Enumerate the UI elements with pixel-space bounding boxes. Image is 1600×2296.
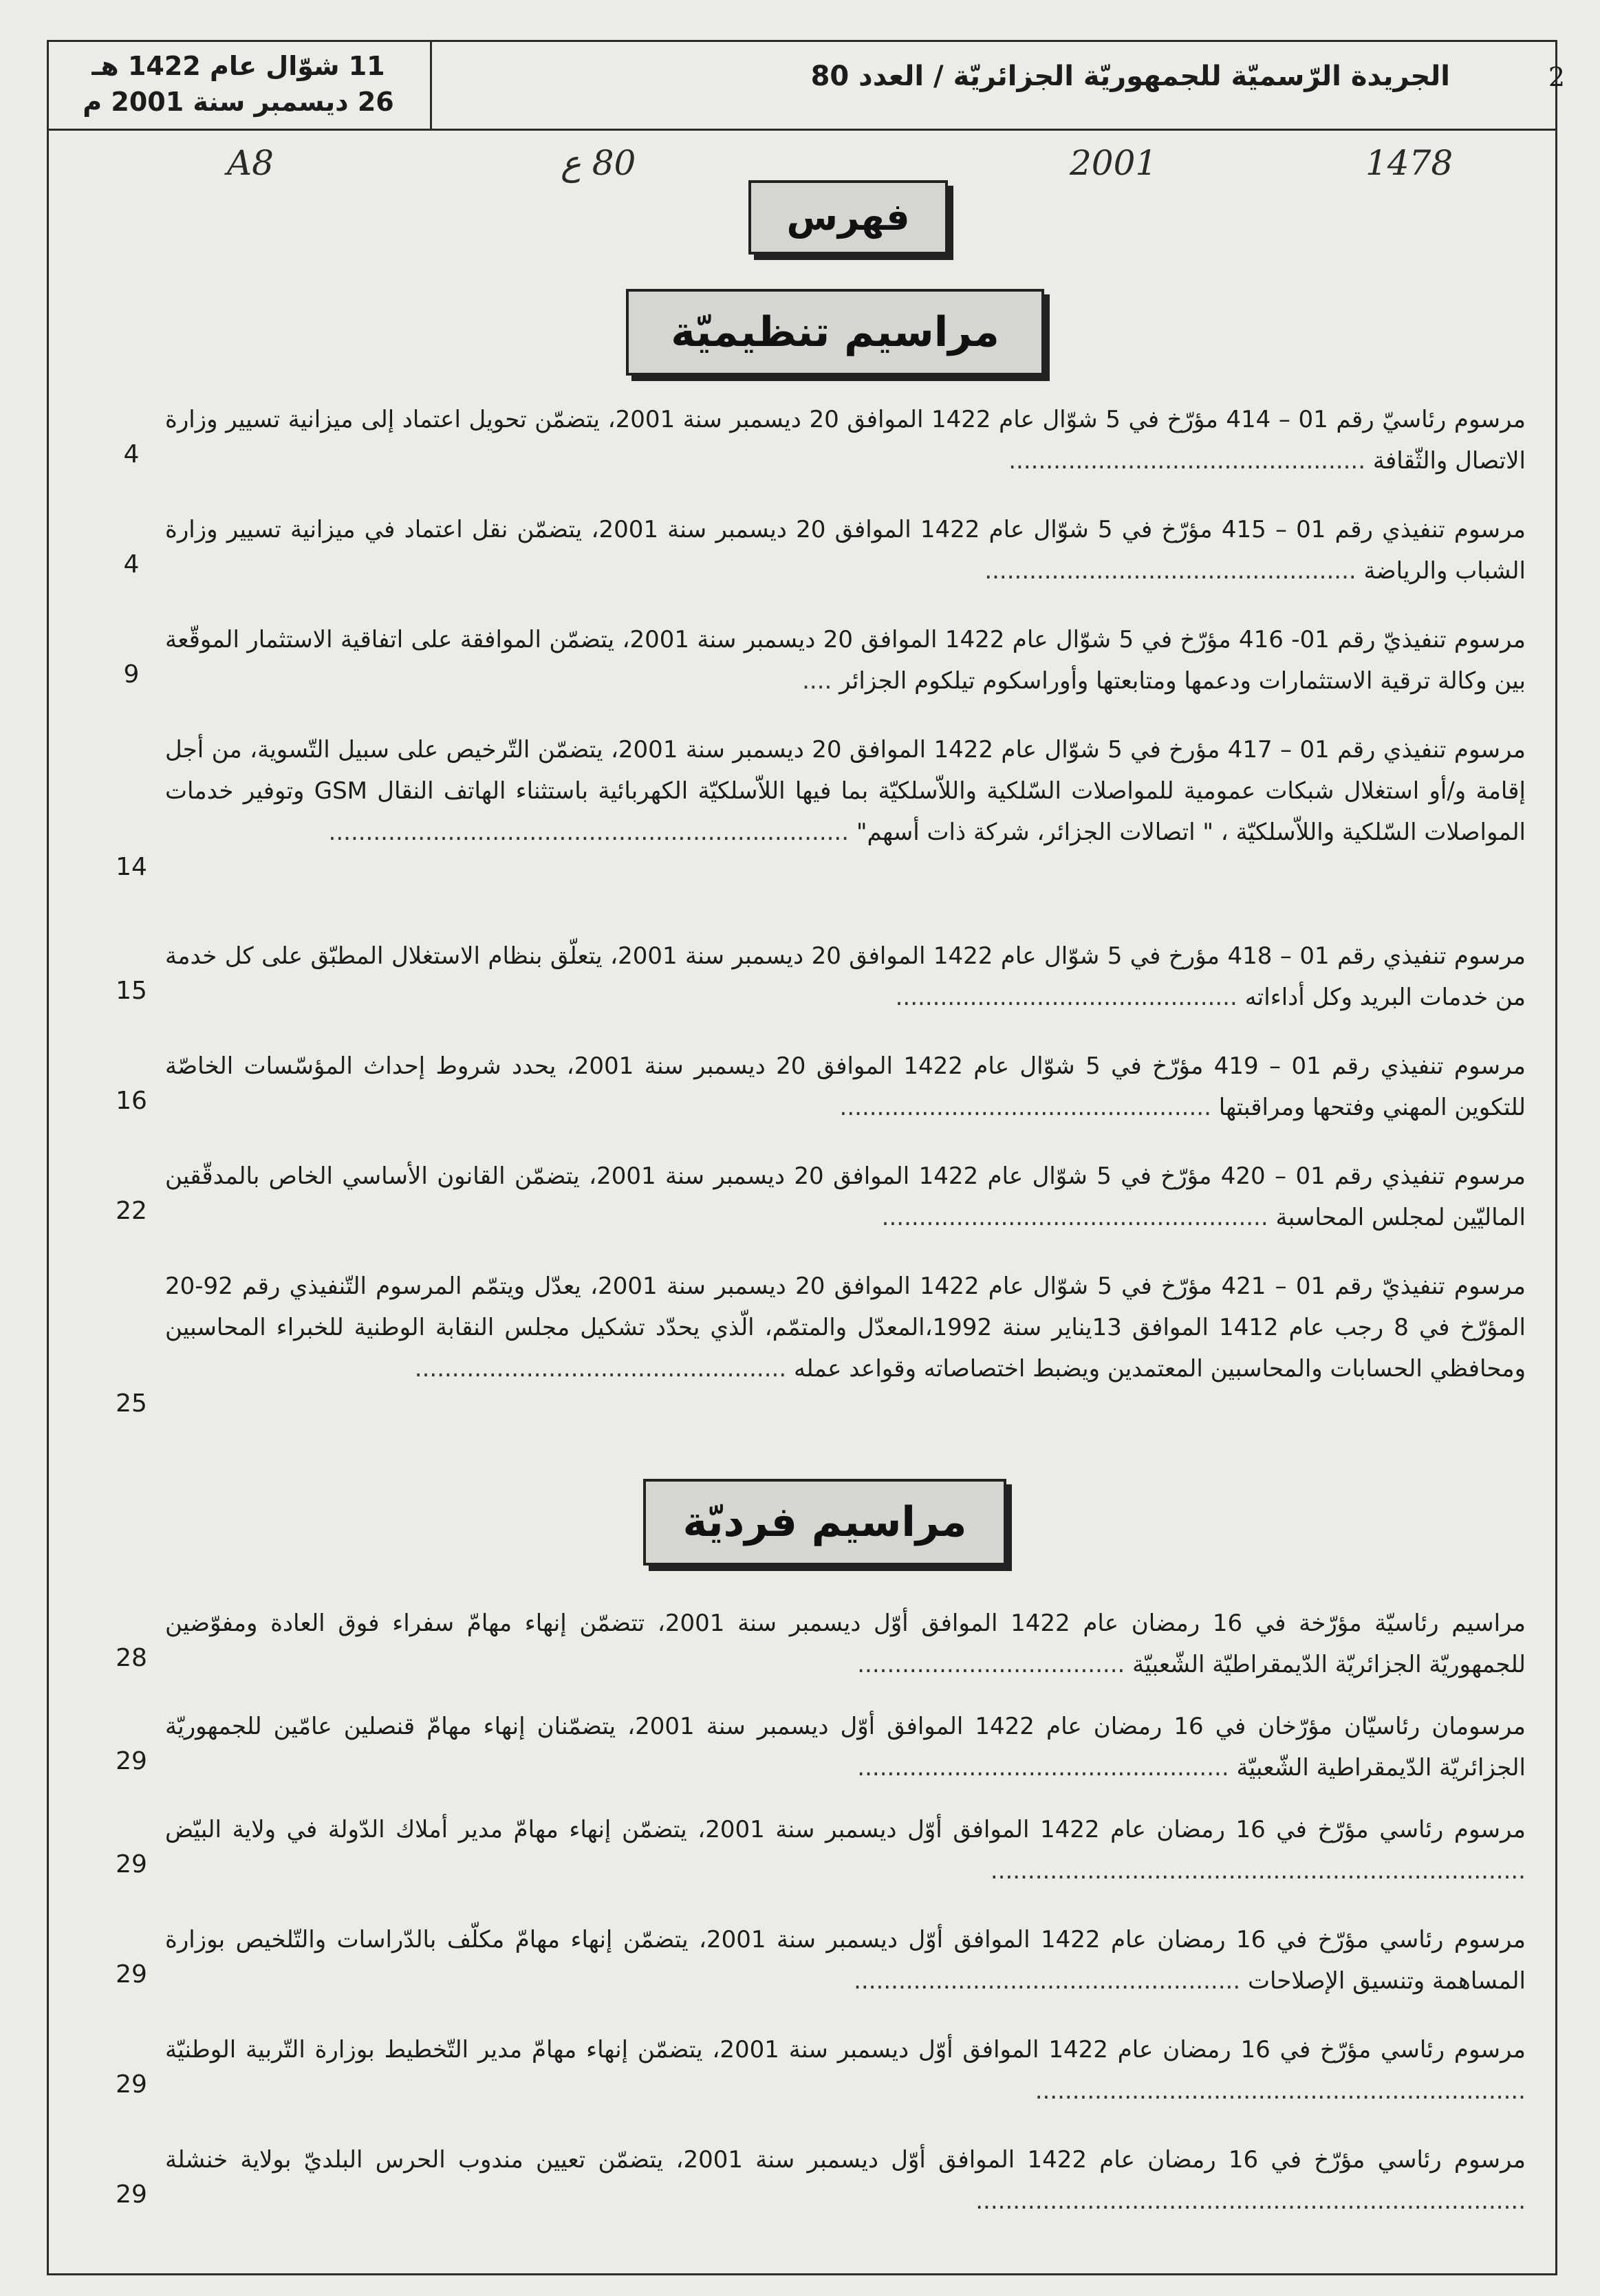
entry-text: مرسوم رئاسي مؤرّخ في 16 رمضان عام 1422 الموافق أوّل ديسمبر سنة 2001، يتضمّن تعيين مندوب الحرس البلديّ بولاية خنشلة	[165, 2146, 1526, 2174]
handwritten-mark: 80 ع	[561, 143, 636, 183]
entry-text: مرسوم رئاسي مؤرّخ في 16 رمضان عام 1422 الموافق أوّل ديسمبر سنة 2001، يتضمّن إنهاء مهامّ مكلّف بالدّراسات والتّلخيص بوزارة المساهمة وتنسيق الإصلاحات	[165, 1926, 1526, 1995]
entry-page-number: 22	[116, 1197, 147, 1225]
entry-text: مرسوم تنفيذي رقم 01 – 417 مؤرخ في 5 شوّال عام 1422 الموافق 20 ديسمبر سنة 2001، يتضمّن التّرخيص على سبيل التّسوية، من أجل إقامة و/أو استغلال شبكات عمومية للمواصلات السّلكية واللاّسلكيّة بما فيها اللاّسلكيّة الكهربائية باستثناء الهاتف النقال GSM وتوفير خدمات المواصلات السّلكية واللاّسلكيّة ، " اتصالات الجزائر، شركة ذات أسهم"	[165, 736, 1526, 846]
handwritten-mark: A8	[227, 143, 274, 183]
entry-page-number: 28	[116, 1644, 147, 1672]
entry-text: مرسوم تنفيذي رقم 01 – 420 مؤرّخ في 5 شوّال عام 1422 الموافق 20 ديسمبر سنة 2001، يتضمّن القانون الأساسي الخاص بالمدقّقين الماليّين لمجلس المحاسبة	[165, 1162, 1526, 1231]
date-gregorian: 26 ديسمبر سنة 2001 م	[83, 87, 394, 117]
entry-page-number: 29	[116, 2180, 147, 2209]
index-title: فهرس	[748, 180, 948, 254]
entry-text: مرسوم تنفيذي رقم 01 – 418 مؤرخ في 5 شوّال عام 1422 الموافق 20 ديسمبر سنة 2001، يتعلّق بنظام الاستغلال المطبّق على كل خدمة من خدمات البريد وكل أداءاته	[165, 942, 1526, 1011]
entry-page-number: 29	[116, 1747, 147, 1775]
date-hijri: 11 شوّال عام 1422 هـ	[91, 51, 385, 81]
entry-page-number: 25	[116, 1389, 147, 1418]
journal-title: الجريدة الرّسميّة للجمهوريّة الجزائريّة / العدد 80	[810, 61, 1450, 92]
entry-page-number: 29	[116, 2070, 147, 2099]
page-number: 2	[1548, 62, 1566, 92]
entry-text: مرسوم رئاسي مؤرّخ في 16 رمضان عام 1422 الموافق أوّل ديسمبر سنة 2001، يتضمّن إنهاء مهامّ مدير أملاك الدّولة في ولاية البيّض	[165, 1816, 1526, 1843]
entry-text: مرسوم رئاسيّ رقم 01 – 414 مؤرّخ في 5 شوّال عام 1422 الموافق 20 ديسمبر سنة 2001، يتضمّن تحويل اعتماد إلى ميزانية تسيير وزارة الاتصال والثّقافة	[165, 406, 1526, 475]
entry-page-number: 29	[116, 1850, 147, 1878]
entry-text: مرسوم تنفيذيّ رقم 01 – 421 مؤرّخ في 5 شوّال عام 1422 الموافق 20 ديسمبر سنة 2001، يعدّل ويتمّم المرسوم التّنفيذي رقم 92-20 المؤرّخ في 8 رجب عام 1412 الموافق 13يناير سنة 1992،المعدّل والمتمّم، الّذي يحدّد تشكيل مجلس النقابة الوطنية للخبراء المحاسبين ومحافظي الحسابات والمحاسبين المعتمدين ويضبط اختصاصاته وقواعد عمله	[165, 1272, 1526, 1383]
entry-page-number: 16	[116, 1087, 147, 1115]
entry-page-number: 4	[123, 440, 140, 468]
section-title-individual: مراسيم فرديّة	[643, 1479, 1006, 1566]
entry-page-number: 29	[116, 1960, 147, 1989]
handwritten-mark: 1478	[1365, 143, 1453, 183]
entry-text: مراسيم رئاسيّة مؤرّخة في 16 رمضان عام 1422 الموافق أوّل ديسمبر سنة 2001، تتضمّن إنهاء مهامّ سفراء فوق العادة ومفوّضين للجمهوريّة الجزائريّة الدّيمقراطيّة الشّعبيّة	[165, 1610, 1526, 1678]
individual-decrees-list: مراسيم رئاسيّة مؤرّخة في 16 رمضان عام 1422 الموافق أوّل ديسمبر سنة 2001، تتضمّن إنهاء مهامّ سفراء فوق العادة ومفوّضين للجمهوريّة الجزائريّة الدّيمقراطيّة الشّعبيّة .................................... 28 مرسومان رئاسيّان مؤرّخان في 16 رمضان عام 1422 الموافق أوّل ديسمبر سنة 2001، يتضمّنان إنهاء مهامّ قنصلين عامّين للجمهوريّة الجزائريّة الدّيمقراطية الشّعبيّة .................................................. 29 مرسوم رئاسي مؤرّخ في 16 رمضان عام 1422 الموافق أوّل ديسمبر سنة 2001، يتضمّن إنهاء مهامّ مدير أملاك الدّولة في ولاية البيّض ........................................................................ 29 مرسوم رئاسي مؤرّخ في 16 رمضان عام 1422 الموافق أوّل ديسمبر سنة 2001، يتضمّن إنهاء مهامّ مكلّف بالدّراسات والتّلخيص بوزارة المساهمة وتنسيق الإصلاحات .................................................... 29 مرسوم رئاسي مؤرّخ في 16 رمضان عام 1422 الموافق أوّل ديسمبر سنة 2001، يتضمّن إنهاء مهامّ مدير التّخطيط بوزارة التّربية الوطنيّة .................................................................. 29 مرسوم رئاسي مؤرّخ في 16 رمضان عام 1422 الموافق أوّل ديسمبر سنة 2001، يتضمّن تعيين مندوب الحرس البلديّ بولاية خنشلة .......................................................................... 29	[69, 1603, 1526, 2263]
regulatory-decrees-list: مرسوم رئاسيّ رقم 01 – 414 مؤرّخ في 5 شوّال عام 1422 الموافق 20 ديسمبر سنة 2001، يتضمّن تحويل اعتماد إلى ميزانية تسيير وزارة الاتصال والثّقافة ................................................ 4 مرسوم تنفيذي رقم 01 – 415 مؤرّخ في 5 شوّال عام 1422 الموافق 20 ديسمبر سنة 2001، يتضمّن نقل اعتماد في ميزانية تسيير وزارة الشباب والرياضة .................................................. 4 مرسوم تنفيذيّ رقم 01- 416 مؤرّخ في 5 شوّال عام 1422 الموافق 20 ديسمبر سنة 2001، يتضمّن الموافقة على اتفاقية الاستثمار الموقّعة بين وكالة ترقية الاستثمارات ودعمها ومتابعتها وأوراسكوم تيلكوم الجزائر .... 9 مرسوم تنفيذي رقم 01 – 417 مؤرخ في 5 شوّال عام 1422 الموافق 20 ديسمبر سنة 2001، يتضمّن التّرخيص على سبيل التّسوية، من أجل إقامة و/أو استغلال شبكات عمومية للمواصلات السّلكية واللاّسلكيّة بما فيها اللاّسلكيّة الكهربائية باستثناء الهاتف النقال GSM وتوفير خدمات المواصلات السّلكية واللاّسلكيّة ، " اتصالات الجزائر، شركة ذات أسهم" ...................................................................... 14 مرسوم تنفيذي رقم 01 – 418 مؤرخ في 5 شوّال عام 1422 الموافق 20 ديسمبر سنة 2001، يتعلّق بنظام الاستغلال المطبّق على كل خدمة من خدمات البريد وكل أداءاته .............................................. 15 مرسوم تنفيذي رقم 01 – 419 مؤرّخ في 5 شوّال عام 1422 الموافق 20 ديسمبر سنة 2001، يحدد شروط إحداث المؤسّسات الخاصّة للتكوين المهني وفتحها ومراقبتها .................................................. 16 مرسوم تنفيذي رقم 01 – 420 مؤرّخ في 5 شوّال عام 1422 الموافق 20 ديسمبر سنة 2001، يتضمّن القانون الأساسي الخاص بالمدقّقين الماليّين لمجلس المحاسبة .................................................... 22 مرسوم تنفيذيّ رقم 01 – 421 مؤرّخ في 5 شوّال عام 1422 الموافق 20 ديسمبر سنة 2001، يعدّل ويتمّم المرسوم التّنفيذي رقم 92-20 المؤرّخ في 8 رجب عام 1412 الموافق 13يناير سنة 1992،المعدّل والمتمّم، الّذي يحدّد تشكيل مجلس النقابة الوطنية للخبراء المحاسبين ومحافظي الحسابات والمحاسبين المعتمدين ويضبط اختصاصاته وقواعد عمله .................................................. 25	[69, 399, 1526, 1458]
handwritten-mark: 2001	[1070, 143, 1158, 183]
entry-page-number: 4	[123, 550, 140, 578]
entry-text: مرسوم تنفيذي رقم 01 – 415 مؤرّخ في 5 شوّال عام 1422 الموافق 20 ديسمبر سنة 2001، يتضمّن نقل اعتماد في ميزانية تسيير وزارة الشباب والرياضة	[165, 516, 1526, 585]
entry-page-number: 15	[116, 977, 147, 1005]
entry-page-number: 14	[116, 853, 147, 881]
entry-text: مرسوم تنفيذيّ رقم 01- 416 مؤرّخ في 5 شوّال عام 1422 الموافق 20 ديسمبر سنة 2001، يتضمّن الموافقة على اتفاقية الاستثمار الموقّعة بين وكالة ترقية الاستثمارات ودعمها ومتابعتها وأوراسكوم تيلكوم الجزائر	[165, 626, 1526, 695]
issue-date	[47, 40, 432, 129]
entry-text: مرسومان رئاسيّان مؤرّخان في 16 رمضان عام 1422 الموافق أوّل ديسمبر سنة 2001، يتضمّنان إنهاء مهامّ قنصلين عامّين للجمهوريّة الجزائريّة الدّيمقراطية الشّعبيّة	[165, 1713, 1526, 1781]
page-header	[47, 40, 1566, 131]
entry-text: مرسوم رئاسي مؤرّخ في 16 رمضان عام 1422 الموافق أوّل ديسمبر سنة 2001، يتضمّن إنهاء مهامّ مدير التّخطيط بوزارة التّربية الوطنيّة	[165, 2036, 1526, 2064]
entry-text: مرسوم تنفيذي رقم 01 – 419 مؤرّخ في 5 شوّال عام 1422 الموافق 20 ديسمبر سنة 2001، يحدد شروط إحداث المؤسّسات الخاصّة للتكوين المهني وفتحها ومراقبتها	[165, 1052, 1526, 1121]
entry-page-number: 9	[123, 660, 140, 689]
section-title-regulatory: مراسيم تنظيميّة	[626, 289, 1044, 376]
